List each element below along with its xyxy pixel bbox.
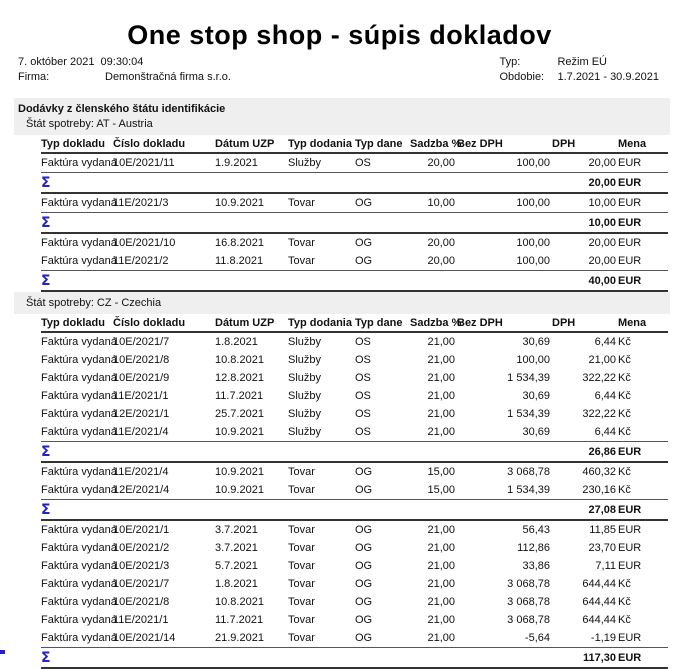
cell: EUR [618,237,642,249]
table-header-row [41,135,668,153]
group-total-currency: EUR [618,271,668,292]
meta-right [499,55,659,85]
cell: OG [355,237,373,249]
table-row [41,611,668,629]
cell: 10.9.2021 [215,466,264,478]
firma-label: Firma: [18,71,50,83]
cell: 6,44 [594,390,616,402]
cell: Faktúra vydaná [41,596,117,608]
cell: Tovar [288,197,315,209]
cell: Faktúra vydaná [41,560,117,572]
cell: 644,44 [582,614,616,626]
group-total-currency: EUR [618,173,668,194]
table-row [41,557,668,575]
cell: 20,00 [427,237,455,249]
cell: 112,86 [517,542,550,554]
cell: 21,00 [427,614,455,626]
cell: Kč [618,614,631,626]
cell: Faktúra vydaná [41,372,117,384]
column-header: Bez DPH [457,314,552,332]
cell: Tovar [288,466,315,478]
report-body [0,98,679,669]
cell: Tovar [288,632,315,644]
column-header: Typ dane [355,314,410,332]
cell: 3 068,78 [507,614,550,626]
table-row [41,252,668,271]
cell: Služby [288,390,322,402]
group-sum-row [41,271,668,292]
group-total: 117,30 [552,648,618,669]
cell: Kč [618,596,631,608]
cell: 11.7.2021 [215,390,264,402]
cell: 11E/2021/4 [113,426,169,438]
cell: 12E/2021/4 [113,484,170,496]
cell: 10E/2021/3 [113,560,170,572]
cell: Kč [618,426,631,438]
cell: Faktúra vydaná [41,197,117,209]
cell: Faktúra vydaná [41,524,117,536]
sum-cell [41,648,552,669]
cell: 20,00 [588,237,616,249]
cell: 21,00 [427,390,455,402]
cell: 1 534,39 [507,372,550,384]
section-header-band [14,98,670,135]
group-sum-row [41,500,668,521]
cell: 3 068,78 [507,578,550,590]
cell: 20,00 [588,255,616,267]
group-sum-row [41,442,668,463]
cell: Kč [618,484,631,496]
cell: 10E/2021/7 [113,578,170,590]
table-row [41,520,668,539]
typ-value: Režim EÚ [557,56,607,68]
column-header: Sadzba % [410,314,457,332]
cell: OG [355,197,373,209]
generated-datetime: 7. október 2021 09:30:04 [18,56,144,68]
cell: OG [355,560,373,572]
cell: -1,19 [590,632,616,644]
cell: 10,00 [427,197,455,209]
cell: Faktúra vydaná [41,484,117,496]
cell: Faktúra vydaná [41,632,117,644]
cell: 10E/2021/10 [113,237,176,249]
cell: EUR [618,560,642,572]
cell: Služby [288,354,322,366]
group-sum-row [41,173,668,194]
cell: 10E/2021/7 [113,336,170,348]
cell: 3 068,78 [507,596,550,608]
cell: Faktúra vydaná [41,255,117,267]
cell: 644,44 [582,578,616,590]
cell: 11E/2021/4 [113,466,169,478]
cell: 21,00 [427,372,455,384]
cell: 1.8.2021 [215,336,258,348]
table-row [41,593,668,611]
report-page [0,20,679,666]
sum-cell [41,173,552,194]
cell: Tovar [288,542,315,554]
cell: OG [355,484,373,496]
cell: Služby [288,157,322,169]
cell: 10E/2021/14 [113,632,176,644]
cell: 644,44 [582,596,616,608]
cell: Faktúra vydaná [41,336,117,348]
cell: Tovar [288,524,315,536]
group-total: 40,00 [552,271,618,292]
cell: 11E/2021/1 [113,390,169,402]
group-sum-row [41,648,668,669]
typ-label: Typ: [499,56,521,68]
cell: Faktúra vydaná [41,426,117,438]
group-total: 20,00 [552,173,618,194]
cell: Kč [618,578,631,590]
state-band-cz [14,292,670,314]
table-row [41,233,668,252]
cell: 21,00 [427,596,455,608]
obdobie-label: Obdobie: [499,71,545,83]
cell: EUR [618,542,642,554]
cell: 1.8.2021 [215,578,258,590]
cell: Tovar [288,255,315,267]
cell: Tovar [288,560,315,572]
group-total-currency: EUR [618,500,668,521]
cell: 10.9.2021 [215,426,264,438]
cell: 30,69 [522,426,550,438]
cell: Faktúra vydaná [41,408,117,420]
column-header: Typ dodania [288,135,355,153]
cell: 10E/2021/9 [113,372,170,384]
cell: 10.9.2021 [215,197,264,209]
cell: Faktúra vydaná [41,466,117,478]
column-header: Typ dane [355,135,410,153]
group-sum-row [41,213,668,234]
table-header-row [41,314,668,332]
group-total: 27,08 [552,500,618,521]
cell: 20,00 [427,255,455,267]
cell: Faktúra vydaná [41,390,117,402]
cell: 21,00 [427,408,455,420]
cell: 21,00 [427,426,455,438]
cell: OG [355,255,373,267]
documents-table-cz [41,314,668,669]
cell: 7,11 [595,560,616,572]
column-header: DPH [552,135,618,153]
cell: Kč [618,372,631,384]
cell: EUR [618,255,642,267]
column-header: Bez DPH [457,135,552,153]
cell: 100,00 [516,255,550,267]
cell: 15,00 [427,484,455,496]
cell: 10E/2021/8 [113,596,170,608]
sum-cell [41,500,552,521]
cell: Tovar [288,578,315,590]
meta-left [18,55,231,85]
cell: 3.7.2021 [215,542,258,554]
cell: EUR [618,197,642,209]
cell: Tovar [288,484,315,496]
cell: 100,00 [516,197,550,209]
table-row [41,387,668,405]
documents-table-at [41,135,668,292]
cell: 30,69 [522,390,550,402]
sigma-icon: Σ [41,443,51,460]
cell: Kč [618,336,631,348]
cell: 460,32 [582,466,616,478]
cell: 21,00 [588,354,616,366]
cell: 21,00 [427,354,455,366]
cell: Faktúra vydaná [41,354,117,366]
column-header: DPH [552,314,618,332]
cell: 10E/2021/8 [113,354,170,366]
cell: 10.9.2021 [215,484,264,496]
cell: 21.9.2021 [215,632,264,644]
sum-cell [41,271,552,292]
cell: Faktúra vydaná [41,542,117,554]
cell: 11E/2021/3 [113,197,169,209]
page-title: One stop shop - súpis dokladov [127,20,552,50]
sigma-icon: Σ [41,501,51,518]
cell: 11.7.2021 [215,614,264,626]
cell: 25.7.2021 [215,408,264,420]
cell: 33,86 [522,560,550,572]
cell: 100,00 [516,157,550,169]
cell: 3 068,78 [507,466,550,478]
table-row [41,629,668,648]
sigma-icon: Σ [41,214,51,231]
cell: OG [355,632,373,644]
cell: Faktúra vydaná [41,157,117,169]
cell: Kč [618,408,631,420]
column-header: Dátum UZP [215,135,288,153]
cell: OG [355,578,373,590]
cell: 10.8.2021 [215,354,264,366]
cell: Faktúra vydaná [41,578,117,590]
cell: 10,00 [588,197,616,209]
cell: Tovar [288,237,315,249]
obdobie-value: 1.7.2021 - 30.9.2021 [557,71,659,83]
group-total: 10,00 [552,213,618,234]
cell: OG [355,524,373,536]
sum-cell [41,213,552,234]
table-row [41,153,668,173]
cell: 100,00 [516,354,550,366]
cell: OS [355,354,371,366]
table-row [41,351,668,369]
cell: 1 534,39 [507,408,550,420]
cell: 21,00 [427,632,455,644]
sum-cell [41,442,552,463]
cell: 23,70 [588,542,616,554]
column-header: Sadzba % [410,135,457,153]
cell: OG [355,614,373,626]
cell: 21,00 [427,542,455,554]
table-row [41,332,668,351]
group-total-currency: EUR [618,648,668,669]
table-row [41,369,668,387]
cell: 230,16 [582,484,616,496]
cell: 11E/2021/1 [113,614,169,626]
table-row [41,481,668,500]
group-total-currency: EUR [618,442,668,463]
cell: 15,00 [427,466,455,478]
cell: 3.7.2021 [215,524,258,536]
cell: Tovar [288,614,315,626]
state-label-cz: Štát spotreby: CZ - Czechia [26,297,162,309]
cell: Kč [618,354,631,366]
cell: 21,00 [427,560,455,572]
corner-artifact [0,650,5,654]
cell: Tovar [288,596,315,608]
cell: 16.8.2021 [215,237,264,249]
cell: OG [355,466,373,478]
cell: 12E/2021/1 [113,408,170,420]
table-row [41,462,668,481]
cell: 11E/2021/2 [113,255,169,267]
cell: OS [355,408,371,420]
cell: 20,00 [588,157,616,169]
cell: Faktúra vydaná [41,614,117,626]
state-label-at: Štát spotreby: AT - Austria [26,118,153,130]
cell: OS [355,336,371,348]
cell: Služby [288,408,322,420]
column-header: Číslo dokladu [113,314,215,332]
table-row [41,405,668,423]
column-header: Typ dokladu [41,135,113,153]
cell: Služby [288,426,322,438]
cell: OS [355,157,371,169]
group-total: 26,86 [552,442,618,463]
cell: 6,44 [594,336,616,348]
cell: Služby [288,336,322,348]
cell: 56,43 [522,524,550,536]
column-header: Mena [618,314,668,332]
cell: 1.9.2021 [215,157,258,169]
cell: Služby [288,372,322,384]
cell: 100,00 [516,237,550,249]
cell: 20,00 [427,157,455,169]
cell: EUR [618,157,642,169]
firma-value: Demonštračná firma s.r.o. [105,71,231,83]
cell: 10E/2021/11 [113,157,175,169]
table-row [41,423,668,442]
cell: -5,64 [524,632,550,644]
column-header: Mena [618,135,668,153]
cell: 10E/2021/1 [113,524,170,536]
column-header: Dátum UZP [215,314,288,332]
sigma-icon: Σ [41,272,51,289]
cell: 21,00 [427,578,455,590]
sigma-icon: Σ [41,174,51,191]
cell: OS [355,426,371,438]
cell: OS [355,390,371,402]
cell: OG [355,596,373,608]
cell: 322,22 [582,408,616,420]
column-header: Typ dodania [288,314,355,332]
cell: EUR [618,632,642,644]
cell: 11.8.2021 [215,255,264,267]
cell: 11,85 [589,524,616,536]
table-row [41,193,668,213]
report-meta [0,55,679,85]
cell: 10.8.2021 [215,596,264,608]
cell: 322,22 [582,372,616,384]
section-title: Dodávky z členského štátu identifikácie [18,103,226,115]
cell: EUR [618,524,642,536]
sigma-icon: Σ [41,649,51,666]
group-total-currency: EUR [618,213,668,234]
cell: Kč [618,466,631,478]
cell: 21,00 [427,524,455,536]
table-row [41,539,668,557]
cell: OG [355,542,373,554]
cell: OS [355,372,371,384]
cell: 6,44 [594,426,616,438]
cell: 1 534,39 [507,484,550,496]
cell: 12.8.2021 [215,372,264,384]
column-header: Typ dokladu [41,314,113,332]
cell: 10E/2021/2 [113,542,170,554]
column-header: Číslo dokladu [113,135,215,153]
cell: Kč [618,390,631,402]
cell: 30,69 [522,336,550,348]
table-row [41,575,668,593]
cell: Faktúra vydaná [41,237,117,249]
cell: 5.7.2021 [215,560,258,572]
cell: 21,00 [427,336,455,348]
